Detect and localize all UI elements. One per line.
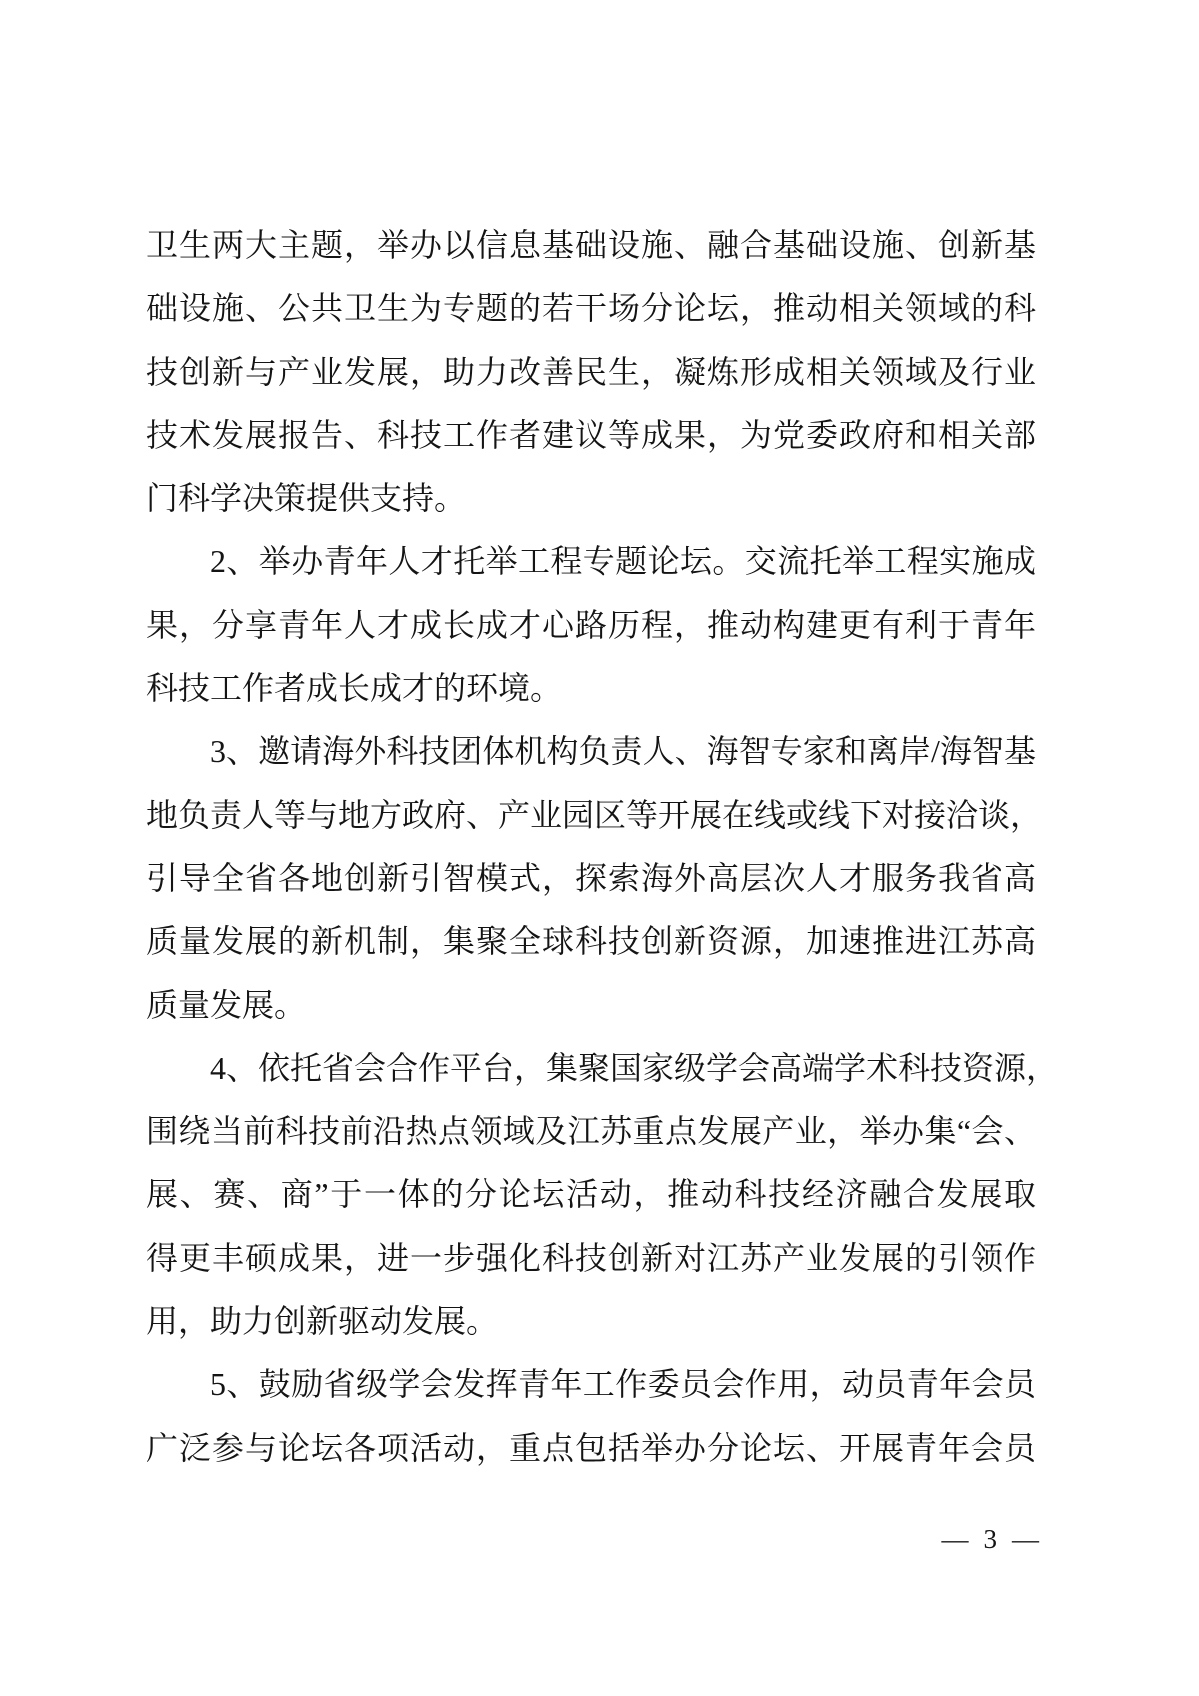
text-line: 地负责人等与地方政府、产业园区等开展在线或线下对接洽谈， [146,796,1043,833]
text-line: 技术发展报告、科技工作者建议等成果，为党委政府和相关部 [146,416,1036,453]
text-line: 础设施、公共卫生为专题的若干场分论坛，推动相关领域的科 [146,290,1036,327]
text-line: 得更丰硕成果，进一步强化科技创新对江苏产业发展的引领作 [146,1239,1036,1276]
page-footer [942,1524,1040,1555]
page-number: 3 [983,1524,997,1554]
text-line: 围绕当前科技前沿热点领域及江苏重点发展产业，举办集“会、 [146,1113,1036,1150]
text-line: 5、鼓励省级学会发挥青年工作委员会作用，动员青年会员 [210,1366,1036,1403]
text-line: 4、依托省会合作平台，集聚国家级学会高端学术科技资源， [210,1049,1059,1086]
text-line: 用，助力创新驱动发展。 [146,1303,499,1340]
text-line: 3、邀请海外科技团体机构负责人、海智专家和离岸/海智基 [210,733,1036,770]
text-line: 门科学决策提供支持。 [146,480,467,517]
text-line: 技创新与产业发展，助力改善民生，凝炼形成相关领域及行业 [146,353,1036,390]
text-line: 广泛参与论坛各项活动，重点包括举办分论坛、开展青年会员 [146,1429,1036,1466]
text-line: 质量发展的新机制，集聚全球科技创新资源，加速推进江苏高 [146,923,1036,960]
text-line: 卫生两大主题，举办以信息基础设施、融合基础设施、创新基 [146,227,1036,263]
footer-dash-right: — [1012,1524,1039,1554]
text-line: 展、赛、商”于一体的分论坛活动，推动科技经济融合发展取 [146,1176,1036,1213]
text-line: 2、举办青年人才托举工程专题论坛。交流托举工程实施成 [210,543,1036,580]
text-line: 引导全省各地创新引智模式，探索海外高层次人才服务我省高 [146,859,1036,896]
text-line: 科技工作者成长成才的环境。 [146,670,563,707]
text-line: 果，分享青年人才成长成才心路历程，推动构建更有利于青年 [146,606,1036,643]
footer-dash-left: — [941,1524,969,1554]
text-line: 质量发展。 [146,986,307,1023]
document-body [146,214,1059,1480]
